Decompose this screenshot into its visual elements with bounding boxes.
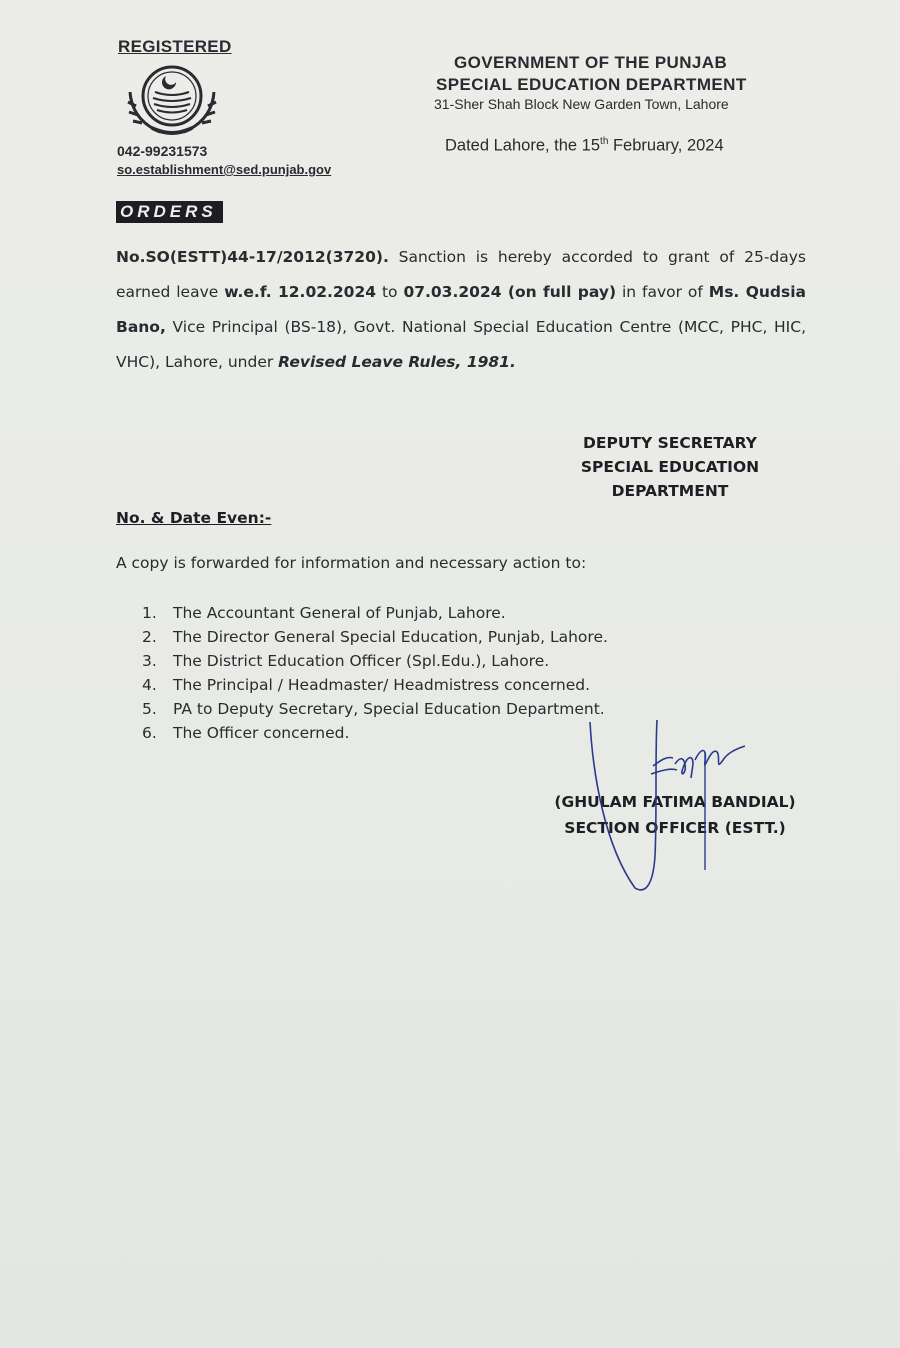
phone-number: 042-99231573: [117, 143, 208, 159]
handwritten-signature-icon: [575, 716, 765, 896]
dated-line: Dated Lahore, the 15th February, 2024: [445, 136, 724, 155]
list-item: 2. The Director General Special Education, Punjab, Lahore.: [142, 628, 608, 646]
email-address: so.establishment@sed.punjab.gov: [117, 162, 332, 177]
department-address: 31-Sher Shah Block New Garden Town, Lahore: [434, 96, 729, 112]
no-date-even-heading: No. & Date Even:-: [116, 509, 272, 527]
department-title: SPECIAL EDUCATION DEPARTMENT: [436, 75, 747, 94]
order-paragraph: No.SO(ESTT)44-17/2012(3720). Sanction is hereby accorded to grant of 25-days earned leave w.e.f. 12.02.2024 to 07.03.2024 (on full pay) in favor of Ms. Qudsia Bano, Vice Principal (BS-18), Govt. National Special Education Centre (MCC, PHC, HIC, VHC), Lahore, under Revised Leave Rules, 1981.: [116, 248, 807, 371]
punjab-emblem-icon: [122, 62, 222, 140]
registered-label: REGISTERED: [118, 37, 232, 56]
officer-title: SECTION OFFICER (ESTT.): [564, 819, 786, 837]
list-item: 5. PA to Deputy Secretary, Special Education Department.: [142, 700, 605, 718]
deputy-line2: SPECIAL EDUCATION: [580, 458, 760, 476]
deputy-secretary-block: [560, 431, 780, 503]
list-item: 1. The Accountant General of Punjab, Lahore.: [142, 604, 506, 622]
list-item: 3. The District Education Officer (Spl.Edu.), Lahore.: [142, 652, 550, 670]
deputy-line3: DEPARTMENT: [611, 482, 729, 500]
deputy-line1: DEPUTY SECRETARY: [583, 434, 757, 452]
government-title: GOVERNMENT OF THE PUNJAB: [454, 53, 728, 72]
copy-recipients-list: [142, 601, 608, 745]
list-item: 6. The Officer concerned.: [142, 724, 350, 742]
officer-name: (GHULAM FATIMA BANDIAL): [554, 793, 796, 811]
forward-intro: A copy is forwarded for information and necessary action to:: [116, 554, 587, 572]
list-item: 4. The Principal / Headmaster/ Headmistress concerned.: [142, 676, 591, 694]
orders-label: ORDERS: [116, 201, 223, 223]
